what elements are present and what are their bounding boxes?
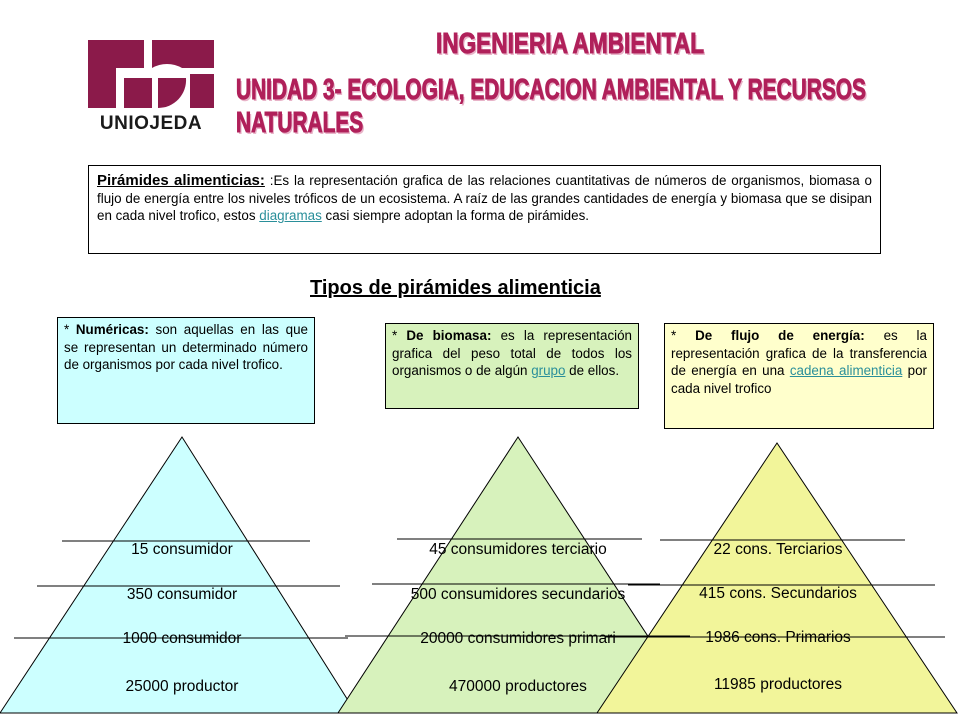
numerica-pyramid: [0, 437, 356, 713]
biomasa-box: [385, 323, 639, 409]
numerica-level-2: 350 consumidor: [126, 586, 238, 603]
definition-text-1: :Es la representación grafica de las relaciones cuantitativas de números de organismos, biomasa o flujo de energía entre los niveles tróficos de un ecosistema. A raíz de las grandes cantidades de energía y biomasa que se disipan en cada nivel trofico, estos: [97, 173, 872, 223]
energia-box: [664, 323, 934, 429]
numerica-level-4: 25000 productor: [125, 678, 239, 695]
course-title: INGENIERIA AMBIENTAL: [435, 28, 705, 60]
bullet: *: [671, 328, 696, 343]
energia-level-3: 1986 cons. Primarios: [705, 629, 851, 646]
section-title: Tipos de pirámides alimenticia: [310, 277, 601, 299]
energia-pyramid: [597, 443, 957, 713]
numericas-box: [57, 317, 315, 424]
energia-text-1: es la representación grafica de la transferencia de energía en una: [671, 328, 927, 378]
energia-level-2: 415 cons. Secundarios: [699, 585, 857, 602]
biomasa-level-2: 500 consumidores secundarios: [410, 586, 626, 603]
biomasa-level-3: 20000 consumidores primari: [420, 630, 616, 647]
unit-title: UNIDAD 3- ECOLOGIA, EDUCACION AMBIENTAL Y RECURSOS NATURALES: [236, 74, 866, 139]
biomasa-term: De biomasa:: [406, 328, 492, 343]
energia-term: De flujo de energía:: [695, 328, 865, 343]
numerica-level-3: 1000 consumidor: [122, 630, 242, 647]
numerica-level-1: 15 consumidor: [131, 541, 233, 558]
energia-level-1: 22 cons. Terciarios: [713, 541, 843, 558]
grupo-link[interactable]: grupo: [531, 363, 566, 378]
logo-text: UNIOJEDA: [99, 113, 203, 134]
cadena-alimenticia-link[interactable]: cadena alimenticia: [789, 363, 903, 378]
biomasa-level-1: 45 consumidores terciario: [429, 541, 607, 558]
energia-text-2: por cada nivel trofico: [671, 363, 927, 396]
numericas-text: son aquellas en las que se representan un determinado número de organismos por cada nivel trofico.: [64, 322, 308, 372]
definition-text-2: casi siempre adoptan la forma de pirámides.: [321, 208, 589, 223]
biomasa-level-4: 470000 productores: [449, 678, 587, 695]
numericas-term: Numéricas:: [75, 322, 149, 337]
energia-level-4: 11985 productores: [713, 676, 843, 693]
definition-term: Pirámides alimenticias:: [97, 172, 265, 189]
definition-box: [88, 165, 881, 254]
bullet: *: [392, 328, 407, 343]
diagramas-link[interactable]: diagramas: [259, 208, 322, 223]
biomasa-text-1: es la representación grafica del peso total de todos los organismos o de algún: [392, 328, 633, 378]
biomasa-text-2: de ellos.: [565, 363, 620, 378]
bullet: *: [64, 322, 76, 337]
